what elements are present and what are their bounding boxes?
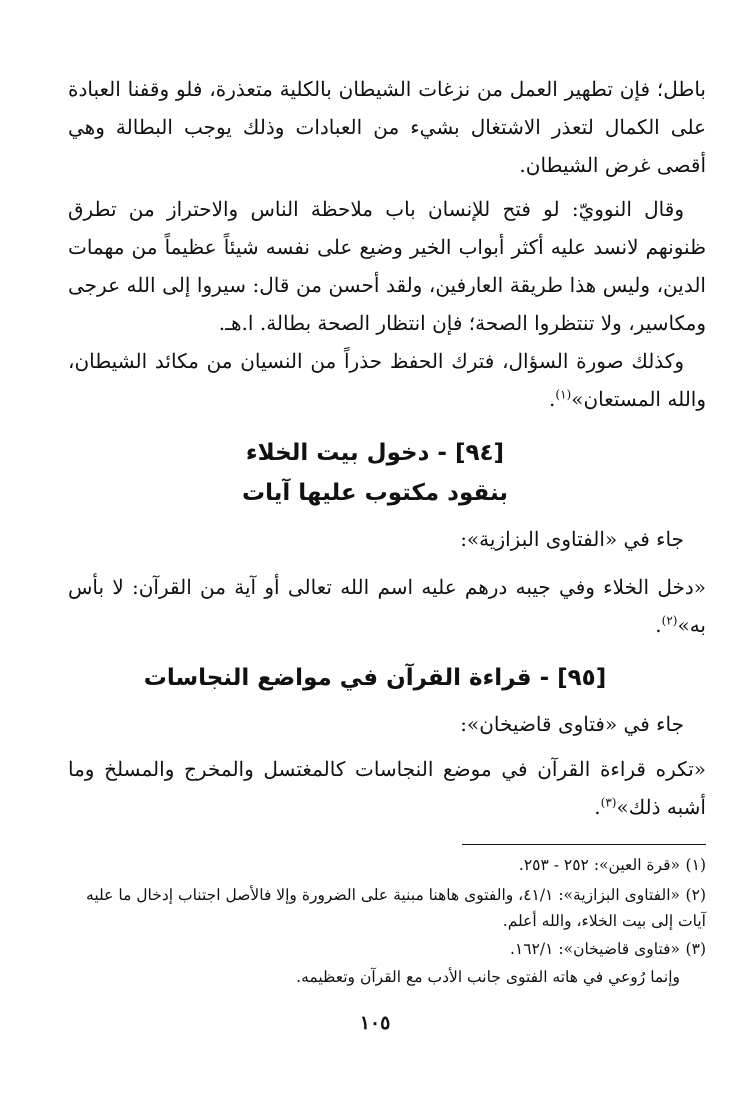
footnote-1-number: (١)	[685, 856, 706, 874]
punct: .	[655, 613, 662, 637]
footnote-ref-1: (١)	[555, 387, 572, 402]
section-94-intro	[68, 520, 706, 558]
page-number: ١٠٥	[359, 1012, 391, 1034]
paragraph-1-text: باطل؛ فإن تطهير العمل من نزغات الشيطان بالكلية متعذرة، فلو وقفنا العبادة على الكمال لتعذر الاشتغال بشيء من العبادات وذلك يوجب البطالة وهي أقصى غرض الشيطان.	[68, 77, 706, 177]
paragraph-2	[68, 190, 706, 342]
section-95-title: [٩٥] - قراءة القرآن في مواضع النجاسات	[143, 665, 607, 691]
punct: .	[594, 795, 601, 819]
footnote-1	[68, 852, 706, 878]
section-94-title-line2: بنقود مكتوب عليها آيات	[242, 480, 508, 506]
footnote-ref-2: (٢)	[661, 613, 678, 628]
footnote-3	[68, 936, 706, 962]
footnote-ref-3: (٣)	[600, 795, 617, 810]
paragraph-3-text: وكذلك صورة السؤال، فترك الحفظ حذراً من النسيان من مكائد الشيطان، والله المستعان»	[68, 349, 706, 411]
paragraph-3	[68, 342, 706, 418]
footnote-3-text: «فتاوى قاضيخان»: ١٦٢/١.	[509, 940, 680, 958]
footnote-3-number: (٣)	[685, 940, 706, 958]
section-94-quote	[68, 568, 706, 644]
section-94-title-line1: [٩٤] - دخول بيت الخلاء	[245, 440, 505, 466]
footnote-3-extra-text: وإنما رُوعي في هاته الفتوى جانب الأدب مع القرآن وتعظيمه.	[296, 968, 680, 986]
section-94-quote-text: «دخل الخلاء وفي جيبه درهم عليه اسم الله تعالى أو آية من القرآن: لا بأس به»	[68, 575, 706, 637]
section-95-intro	[68, 705, 706, 743]
punct: .	[549, 387, 556, 411]
section-95-quote	[68, 750, 706, 826]
paragraph-2-text: وقال النوويّ: لو فتح للإنسان باب ملاحظة الناس والاحتراز من تطرق ظنونهم لانسد عليه أكثر أبواب الخير وضيع على نفسه شيئاً عظيماً من مهمات الدين، وليس هذا طريقة العارفين، ولقد أحسن من قال: سيروا إلى الله عرجى ومكاسير، ولا تنتظروا الصحة؛ فإن انتظار الصحة بطالة. ا.هـ.	[68, 197, 706, 335]
footnote-2-text: «الفتاوى البزازية»: ٤١/١، والفتوى هاهنا مبنية على الضرورة وإلا فالأصل اجتناب إدخال ما عليه آيات إلى بيت الخلاء، والله أعلم.	[86, 886, 706, 930]
footnote-2	[68, 882, 706, 934]
footnote-divider	[462, 844, 706, 845]
footnote-3-continuation	[68, 964, 706, 990]
section-95-intro-text: جاء في «فتاوى قاضيخان»:	[460, 712, 684, 736]
footnote-2-number: (٢)	[685, 886, 706, 904]
paragraph-1	[68, 70, 706, 184]
footnote-1-text: «قرة العين»: ٢٥٢ - ٢٥٣.	[518, 856, 680, 874]
section-94-intro-text: جاء في «الفتاوى البزازية»:	[460, 527, 684, 551]
section-95-quote-text: «تكره قراءة القرآن في موضع النجاسات كالمغتسل والمخرج والمسلخ وما أشبه ذلك»	[68, 757, 706, 819]
